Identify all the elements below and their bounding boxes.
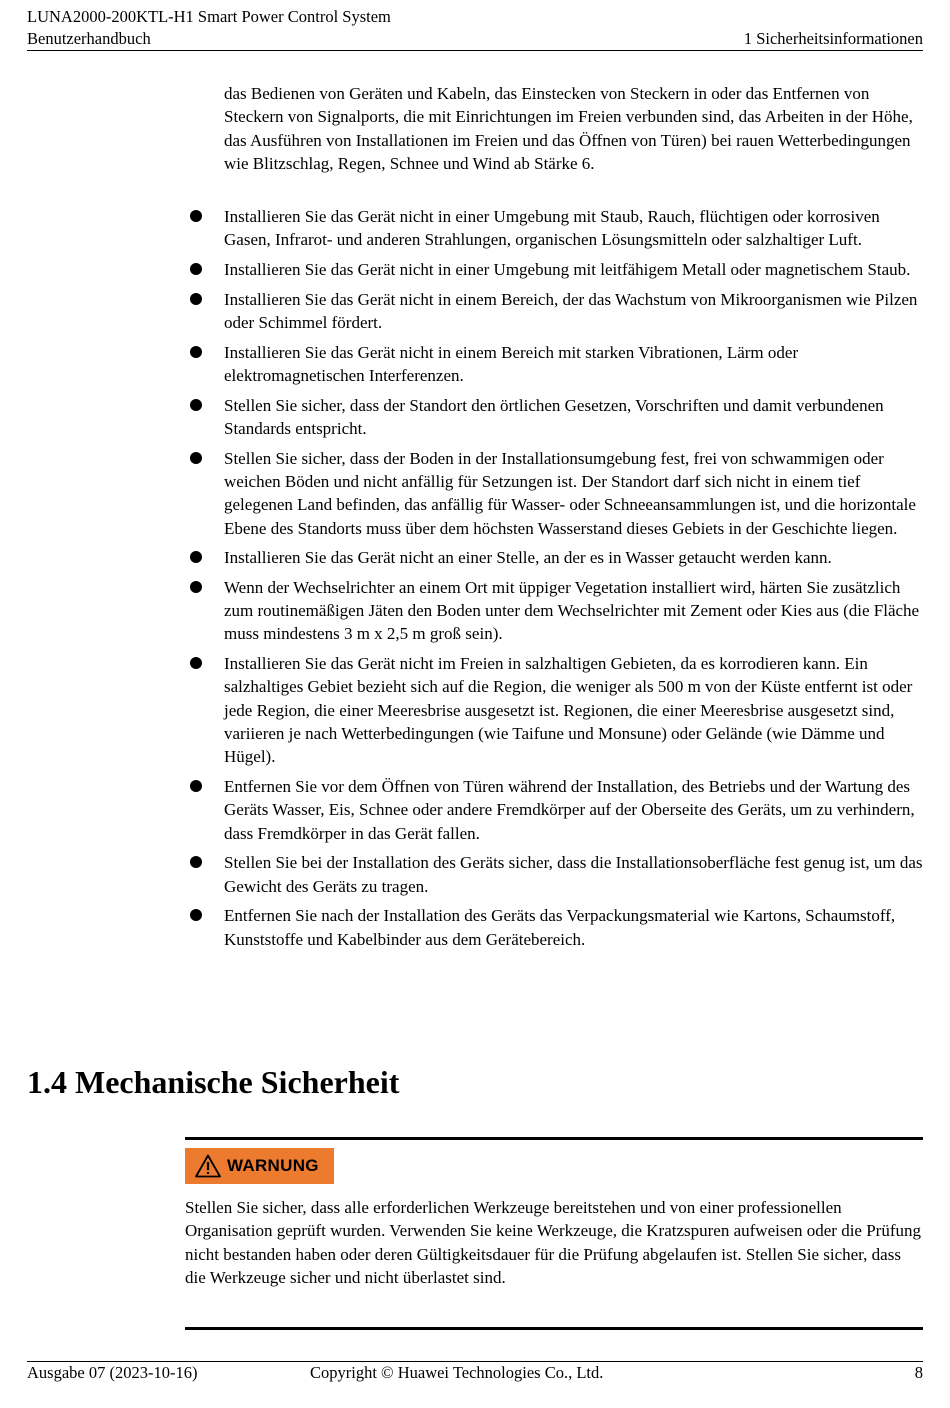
bullet-dot-icon <box>190 452 202 464</box>
list-item-text: Stellen Sie sicher, dass der Standort den örtlichen Gesetzen, Vorschriften und damit verbundenen Standards entspricht. <box>224 395 884 438</box>
footer-edition: Ausgabe 07 (2023-10-16) <box>27 1363 198 1382</box>
warning-text: Stellen Sie sicher, dass alle erforderlichen Werkzeuge bereitstehen und von einer professionellen Organisation geprüft wurden. Verwenden Sie keine Werkzeuge, die Kratzspuren aufweisen oder die Prüfung nicht bestanden haben oder deren Gültigkeitsdauer für die Prüfung abgelaufen ist. Stellen Sie sicher, dass die Werkzeuge sicher und nicht überlastet sind. <box>185 1198 922 1287</box>
list-item <box>185 288 924 335</box>
list-item-text: Installieren Sie das Gerät nicht in einer Umgebung mit leitfähigem Metall oder magnetischem Staub. <box>224 259 911 279</box>
warning-label: WARNUNG <box>227 1156 319 1175</box>
footer-copyright: Copyright © Huawei Technologies Co., Ltd. <box>310 1363 604 1382</box>
list-item-text: Installieren Sie das Gerät nicht im Freien in salzhaltigen Gebieten, da es korrodieren kann. Ein salzhaltiges Gebiet bezieht sich auf die Region, die weniger als 500 m von der Küste entfernt ist oder jede Region, die einer Meeresbrise ausgesetzt ist. Regionen, die einer Meeresbrise ausgesetzt sind, variieren je nach Wetterbedingungen (wie Taifune und Monsune) oder Gelände (wie Dämme und Hügel). <box>224 654 913 767</box>
footer-page-number: 8 <box>914 1363 923 1382</box>
list-item <box>185 258 924 281</box>
warning-triangle-icon <box>195 1154 221 1178</box>
list-item-text: Entfernen Sie vor dem Öffnen von Türen während der Installation, des Betriebs und der Wartung des Geräts Wasser, Eis, Schnee oder andere Fremdkörper auf der Oberseite des Geräts, um zu verhindern, dass Fremdkörper in das Gerät fallen. <box>224 777 915 843</box>
list-item <box>185 775 924 845</box>
bullet-dot-icon <box>190 210 202 222</box>
list-item-text: Installieren Sie das Gerät nicht an einer Stelle, an der es in Wasser getaucht werden kann. <box>224 548 832 568</box>
list-item <box>185 576 924 646</box>
bullet-dot-icon <box>190 399 202 411</box>
page-header <box>27 6 923 50</box>
list-item-text: Wenn der Wechselrichter an einem Ort mit üppiger Vegetation installiert wird, härten Sie zusätzlich zum routinemäßigen Jäten den Boden unter dem Wechselrichter mit Zement oder Kies aus (die Fläche muss mindestens 3 m x 2,5 m groß sein). <box>224 577 920 644</box>
header-product: LUNA2000-200KTL-H1 Smart Power Control System <box>27 7 391 26</box>
list-item-text: Installieren Sie das Gerät nicht in einem Bereich, der das Wachstum von Mikroorganismen wie Pilzen oder Schimmel fördert. <box>224 289 918 332</box>
list-item <box>185 904 924 951</box>
header-divider <box>27 50 923 51</box>
intro-paragraph: das Bedienen von Geräten und Kabeln, das Einstecken von Steckern in oder das Entfernen von Steckern von Signalports, die mit Einrichtungen im Freien verbunden sind, das Arbeiten in der Höhe, das Ausführen von Installationen im Freien und das Öffnen von Türen) bei rauen Wetterbedingungen wie Blitzschlag, Regen, Schnee und Wind ab Stärke 6. <box>224 84 913 173</box>
list-item <box>185 205 924 252</box>
list-item <box>185 652 924 768</box>
bullet-dot-icon <box>190 657 202 669</box>
list-item-text: Stellen Sie bei der Installation des Geräts sicher, dass die Installationsoberfläche fest genug ist, um das Gewicht des Geräts zu tragen. <box>224 853 923 896</box>
bullet-dot-icon <box>190 581 202 593</box>
warning-badge <box>185 1148 334 1184</box>
header-doc-type: Benutzerhandbuch <box>27 29 151 48</box>
bullet-dot-icon <box>190 263 202 275</box>
bullet-list <box>185 205 924 957</box>
bullet-dot-icon <box>190 293 202 305</box>
bullet-dot-icon <box>190 346 202 358</box>
header-chapter: 1 Sicherheitsinformationen <box>743 29 923 48</box>
list-item-text: Installieren Sie das Gerät nicht in einer Umgebung mit Staub, Rauch, flüchtigen oder korrosiven Gasen, Infrarot- und anderen Strahlungen, organischen Lösungsmitteln oder salzhaltiger Luft. <box>224 207 880 250</box>
warning-bottom-rule <box>185 1327 923 1330</box>
warning-top-rule <box>185 1137 923 1140</box>
bullet-dot-icon <box>190 909 202 921</box>
bullet-dot-icon <box>190 856 202 868</box>
list-item-text: Installieren Sie das Gerät nicht in einem Bereich mit starken Vibrationen, Lärm oder elektromagnetischen Interferenzen. <box>224 342 799 385</box>
list-item <box>185 394 924 441</box>
list-item-text: Stellen Sie sicher, dass der Boden in der Installationsumgebung fest, frei von schwammigen oder weichen Böden und nicht anfällig für Setzungen ist. Der Standort darf sich nicht in einem tief gelegenen Land befinden, das anfällig für Wasser- oder Schneeansammlungen ist, und die horizontale Ebene des Standorts muss über dem höchsten Wasserstand dieses Gebiets in der Geschichte liegen. <box>224 448 916 538</box>
list-item <box>185 546 924 569</box>
list-item <box>185 851 924 898</box>
section-heading: 1.4 Mechanische Sicherheit <box>27 1064 400 1100</box>
list-item <box>185 341 924 388</box>
list-item-text: Entfernen Sie nach der Installation des Geräts das Verpackungsmaterial wie Kartons, Schaumstoff, Kunststoffe und Kabelbinder aus dem Gerätebereich. <box>224 906 896 949</box>
bullet-dot-icon <box>190 780 202 792</box>
bullet-dot-icon <box>190 551 202 563</box>
list-item <box>185 447 924 540</box>
